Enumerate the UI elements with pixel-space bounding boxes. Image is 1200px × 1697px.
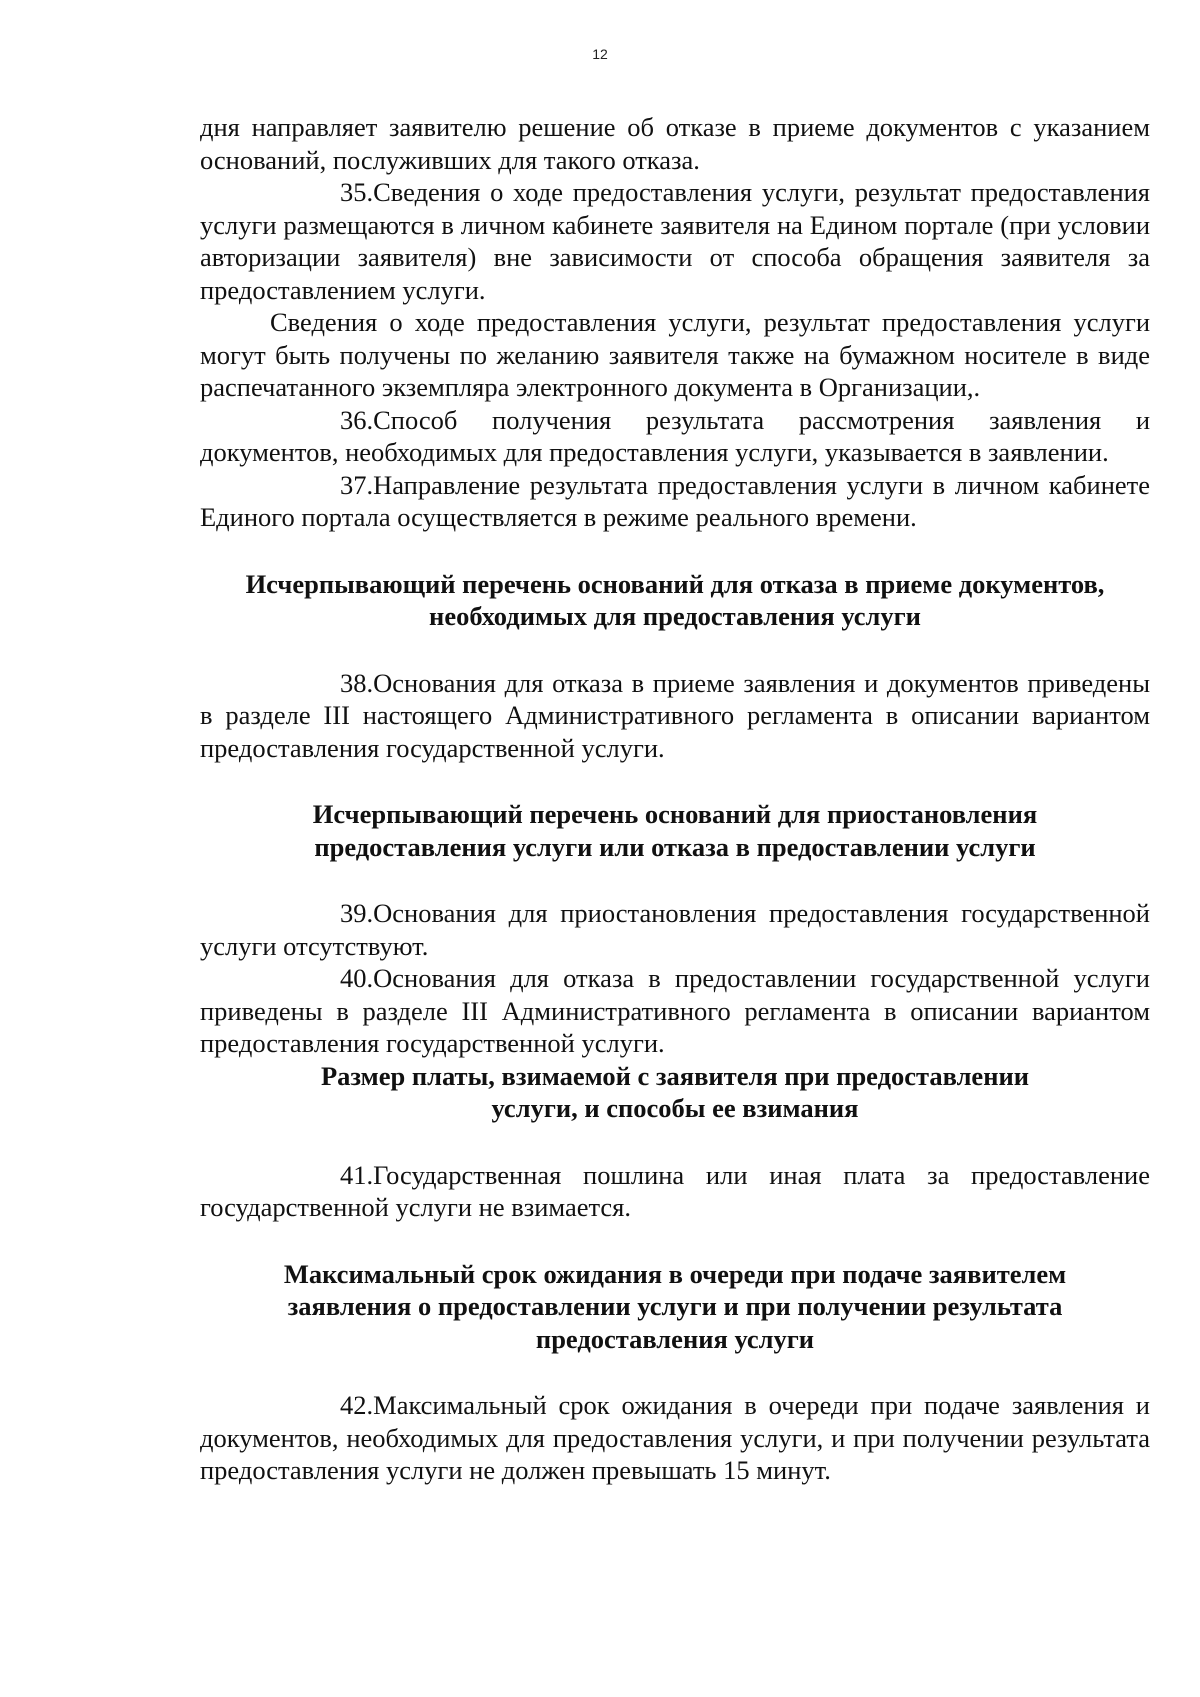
heading-line: Исчерпывающий перечень оснований для приостановления bbox=[312, 799, 1038, 829]
heading-line: услуги, и способы ее взимания bbox=[491, 1093, 859, 1123]
heading-line: предоставления услуги или отказа в предоставлении услуги bbox=[314, 831, 1036, 862]
heading-line: Максимальный срок ожидания в очереди при подаче заявителем bbox=[283, 1258, 1067, 1289]
paragraph-text: Способ получения результата рассмотрения заявления и документов, необходимых для предоставления услуги, указывается в заявлении. bbox=[200, 404, 1150, 467]
section-heading-refusal-documents bbox=[200, 568, 1150, 633]
paragraph-text: Сведения о ходе предоставления услуги, результат предоставления услуги размещаются в личном кабинете заявителя на Едином портале (при условии авторизации заявителя) вне зависимости от способа обращения заявителя за предоставлением услуги. bbox=[200, 177, 1150, 305]
paragraph-number: 36. bbox=[340, 404, 374, 435]
section-heading-fee bbox=[200, 1060, 1150, 1125]
heading-line: заявления о предоставлении услуги и при получении результата bbox=[287, 1291, 1063, 1321]
paragraph-41 bbox=[200, 1159, 1150, 1224]
paragraph-number: 35. bbox=[340, 177, 374, 207]
paragraph-34-continuation: дня направляет заявителю решение об отказе в приеме документов с указанием оснований, послуживших для такого отказа. bbox=[200, 112, 1150, 175]
paragraph-text: Основания для приостановления предоставления государственной услуги отсутствуют. bbox=[200, 898, 1150, 961]
page-number: 12 bbox=[592, 46, 608, 62]
heading-line: Исчерпывающий перечень оснований для отказа в приеме документов, bbox=[245, 568, 1105, 599]
paragraph-number: 37. bbox=[340, 469, 374, 500]
document-body bbox=[200, 111, 1150, 1487]
paragraph-37 bbox=[200, 469, 1150, 534]
paragraph-text: Основания для отказа в приеме заявления и документов приведены в разделе III настоящего Административного регламента в описании вариантом предоставления государственной услуги. bbox=[200, 667, 1150, 763]
paragraph-number: 41. bbox=[340, 1159, 374, 1190]
paragraph-number: 40. bbox=[340, 963, 374, 993]
section-heading-suspension-refusal bbox=[200, 798, 1150, 863]
heading-line: Размер платы, взимаемой с заявителя при предоставлении bbox=[320, 1060, 1030, 1091]
paragraph-35 bbox=[200, 176, 1150, 306]
paragraph-number: 38. bbox=[340, 667, 374, 698]
section-heading-queue-time bbox=[200, 1258, 1150, 1356]
paragraph-text: Государственная пошлина или иная плата за предоставление государственной услуги не взимается. bbox=[200, 1159, 1150, 1222]
paragraph-text: Основания для отказа в предоставлении государственной услуги приведены в разделе III Административного регламента в описании вариантом предоставления государственной услуги. bbox=[200, 963, 1150, 1058]
paragraph-39 bbox=[200, 897, 1150, 962]
paragraph-42 bbox=[200, 1389, 1150, 1487]
paragraph-number: 39. bbox=[340, 898, 374, 928]
paragraph-text: Направление результата предоставления услуги в личном кабинете Единого портала осуществляется в режиме реального времени. bbox=[200, 469, 1150, 532]
paragraph-35-second: Сведения о ходе предоставления услуги, результат предоставления услуги могут быть получены по желанию заявителя также на бумажном носителе в виде распечатанного экземпляра электронного документа в Организации,. bbox=[200, 307, 1150, 402]
paragraph-38 bbox=[200, 667, 1150, 765]
heading-line: предоставления услуги bbox=[535, 1323, 815, 1354]
paragraph-number: 42. bbox=[340, 1390, 374, 1420]
paragraph-36 bbox=[200, 404, 1150, 469]
paragraph-40 bbox=[200, 962, 1150, 1060]
heading-line: необходимых для предоставления услуги bbox=[429, 601, 921, 631]
paragraph-text: Максимальный срок ожидания в очереди при подаче заявления и документов, необходимых для предоставления услуги, и при получении результата предоставления услуги не должен превышать 15 минут. bbox=[200, 1390, 1150, 1485]
